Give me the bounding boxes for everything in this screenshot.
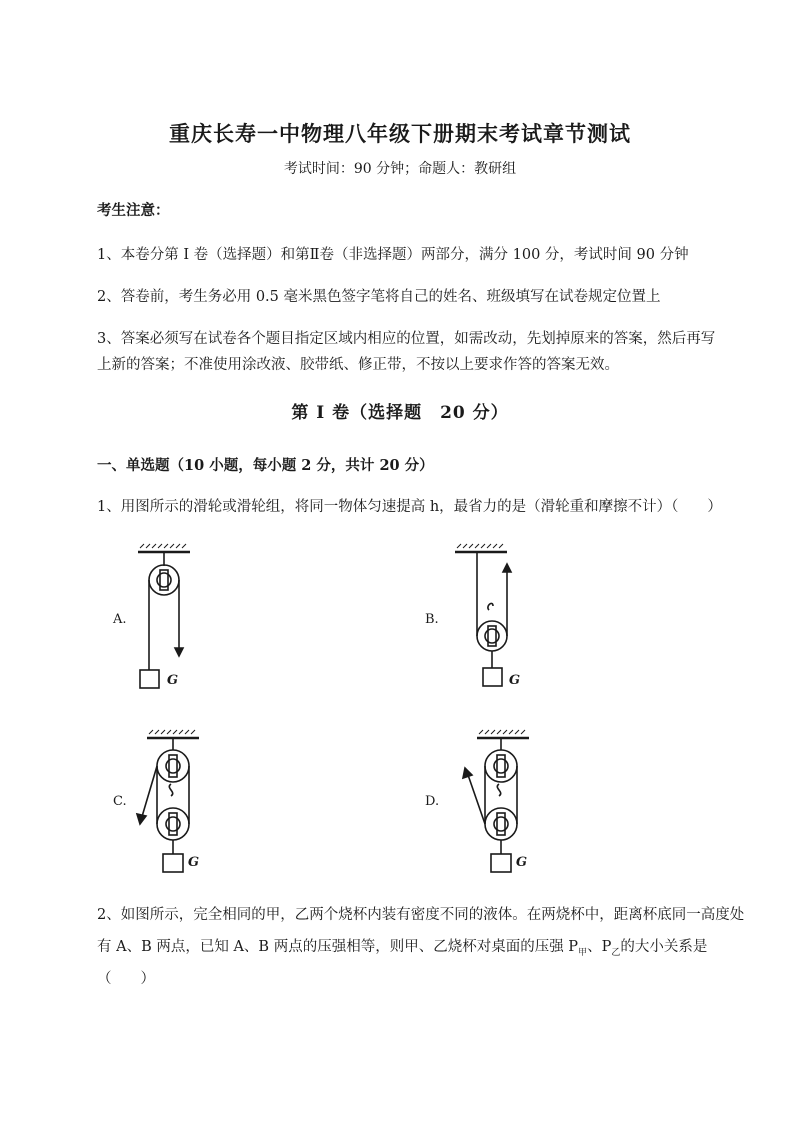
notice-heading: 考生注意： xyxy=(97,202,170,219)
option-d-label: D. xyxy=(425,794,440,809)
option-a-label: A. xyxy=(113,612,127,627)
question-2-text-part-c: 的大小关系是（ ） xyxy=(97,939,708,987)
figure-d-weight-label: G xyxy=(516,855,528,870)
part-heading: 一、单选题（10 小题，每小题 2 分，共计 20 分） xyxy=(97,457,434,474)
section-title: 第 I 卷（选择题 20 分） xyxy=(291,403,509,423)
figure-a-fixed-pulley xyxy=(130,544,210,694)
notice-item-3: 3、答案必须写在试卷各个题目指定区域内相应的位置，如需改动，先划掉原来的答案，然后再写上新的答案；不准使用涂改液、胶带纸、修正带，不按以上要求作答的答案无效。 xyxy=(97,331,716,373)
subscript-yi: 乙 xyxy=(611,947,621,958)
notice-item-1: 1、本卷分第 I 卷（选择题）和第Ⅱ卷（非选择题）两部分，满分 100 分，考试时间 90 分钟 xyxy=(97,247,689,263)
option-b-label: B. xyxy=(425,612,439,627)
question-2-text-line1: 2、如图所示，完全相同的甲，乙两个烧杯内装有密度不同的液体。在两烧杯中，距离杯底同一高度处 xyxy=(97,907,745,923)
figure-b-weight-label: G xyxy=(509,673,521,688)
figure-c-pulley-block xyxy=(135,728,215,888)
page-title: 重庆长寿一中物理八年级下册期末考试章节测试 xyxy=(169,121,631,146)
exam-subtitle: 考试时间：90 分钟；命题人：教研组 xyxy=(283,161,517,177)
question-2-text-part-b: 、P xyxy=(587,939,612,955)
figure-c-weight-label: G xyxy=(188,855,200,870)
notice-item-2: 2、答卷前，考生务必用 0.5 毫米黑色签字笔将自己的姓名、班级填写在试卷规定位置上 xyxy=(97,289,661,305)
question-2-text-line2 xyxy=(97,934,757,992)
figure-b-movable-pulley xyxy=(447,544,527,694)
question-2-text-part-a: 有 A、B 两点，已知 A、B 两点的压强相等，则甲、乙烧杯对桌面的压强 P xyxy=(97,939,579,955)
option-c-label: C. xyxy=(113,794,127,809)
question-1-text: 1、用图所示的滑轮或滑轮组，将同一物体匀速提高 h，最省力的是（滑轮重和摩擦不计）（ ） xyxy=(97,499,722,515)
figure-a-weight-label: G xyxy=(167,673,179,688)
subscript-jia: 甲 xyxy=(578,947,588,958)
